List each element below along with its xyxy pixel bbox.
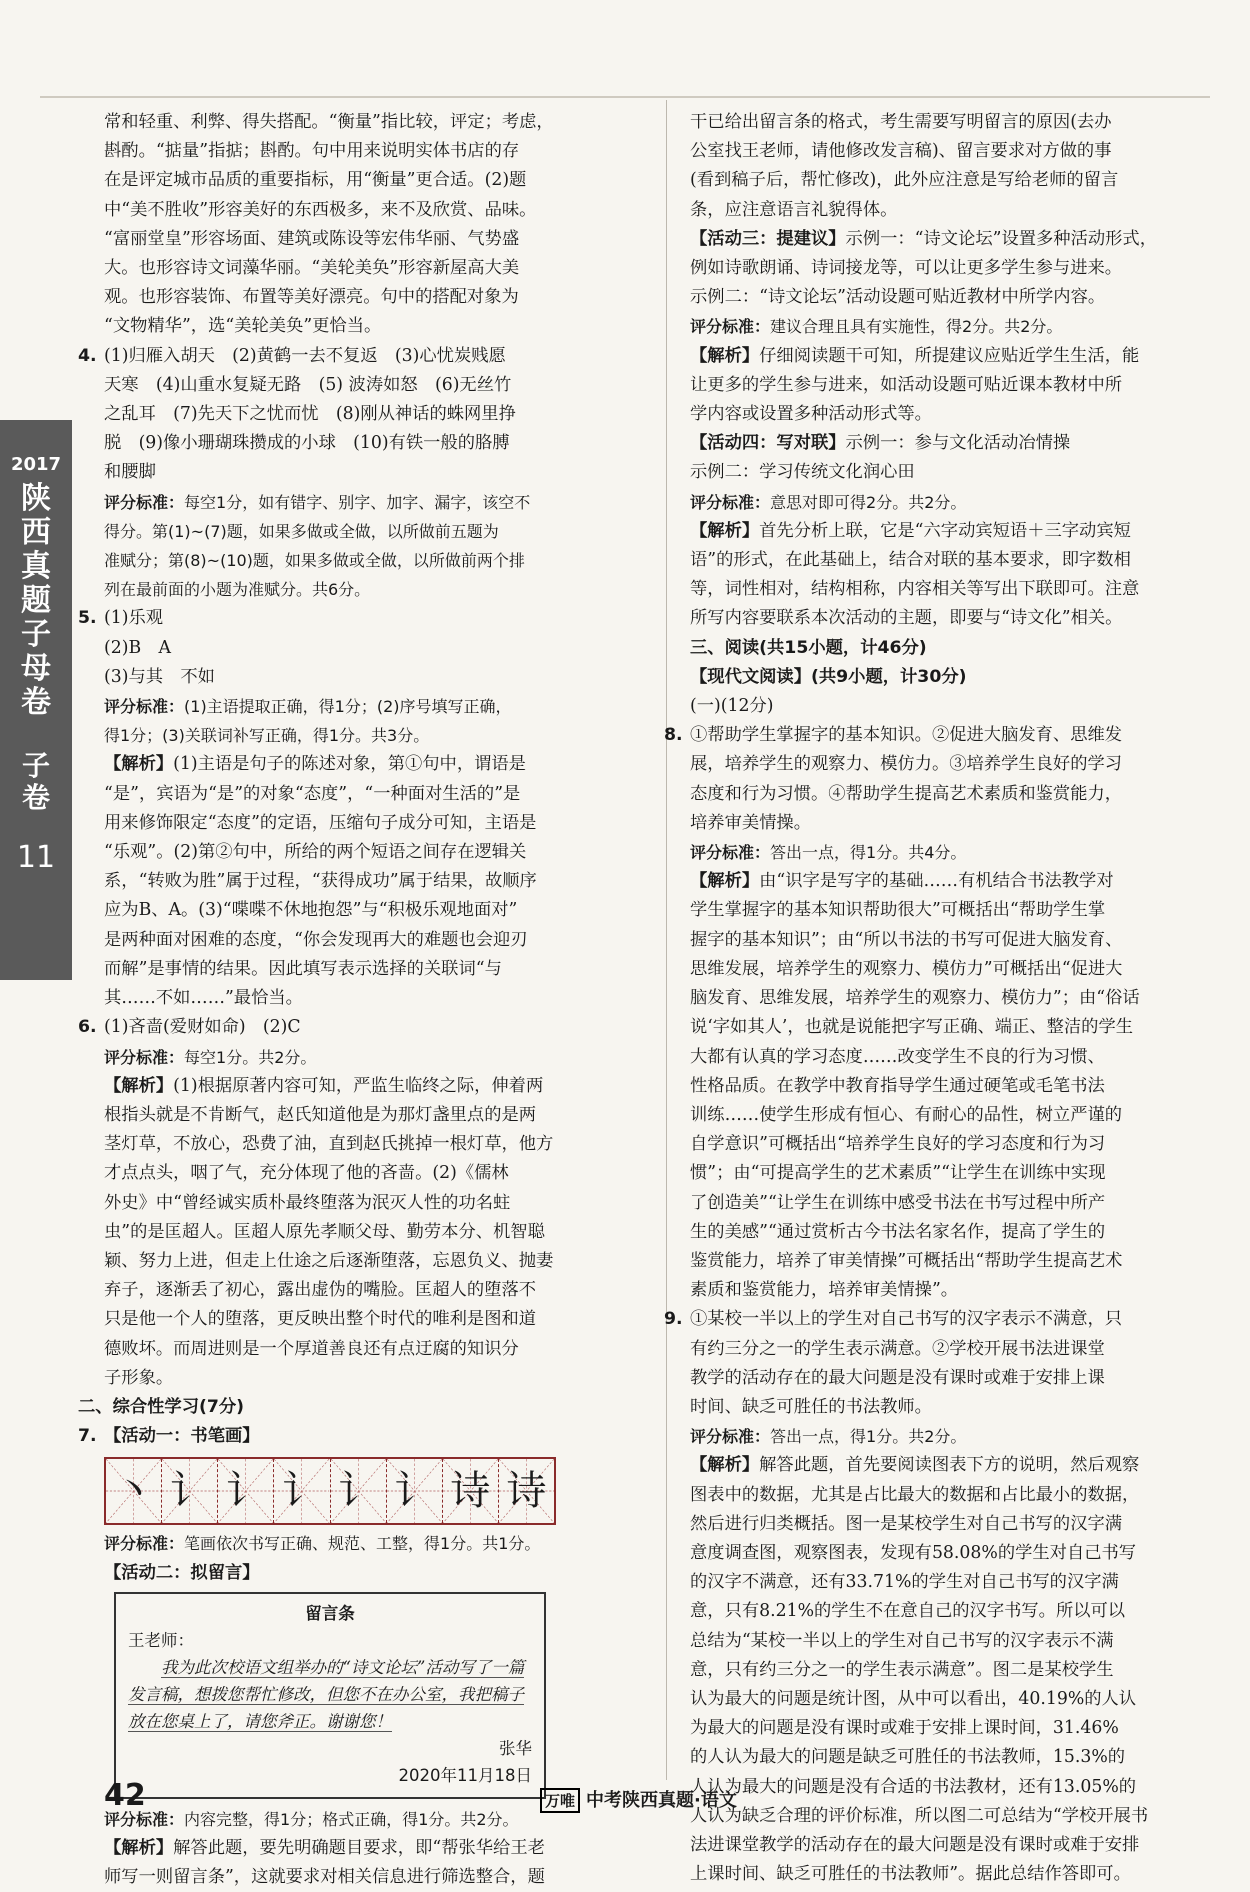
stroke-cell — [274, 1459, 330, 1523]
score-line: 准赋分；第(8)~(10)题，如果多做或全做，以所做前两个排 — [104, 551, 525, 571]
modern-reading-title: 【现代文阅读】(共9小题，计30分) — [690, 666, 967, 687]
side-sub-num: 11 — [16, 840, 56, 875]
text-line: 茎灯草，不放心，恐费了油，直到赵氏挑掉一根灯草，他方 — [104, 1134, 554, 1155]
score-standard: 评分标准：答出一点，得1分。共2分。 — [690, 1427, 967, 1447]
text-line: (3)与其 不如 — [104, 666, 215, 687]
text-line: 其……不如……”最恰当。 — [104, 988, 303, 1009]
text-line: 弃子，逐渐丢了初心，露出虚伪的嘴脸。匡超人的堕落不 — [104, 1280, 537, 1301]
section-2-title: 二、综合性学习(7分) — [78, 1396, 245, 1417]
score-standard: 评分标准：意思对即可得2分。共2分。 — [690, 492, 967, 512]
page-number: 42 — [104, 1778, 146, 1813]
note-signature: 张华 — [499, 1738, 532, 1758]
question-5 — [78, 604, 644, 1013]
stroke-cell — [387, 1459, 443, 1523]
text-line: 图表中的数据，尤其是占比最大的数据和占比最小的数据， — [690, 1484, 1140, 1505]
text-line: 鉴赏能力，培养了审美情操”可概括出“帮助学生提高艺术 — [690, 1250, 1123, 1271]
text-line: 干已给出留言条的格式，考生需要写明留言的原因(去办 — [690, 112, 1112, 132]
text-line: 天寒 (4)山重水复疑无路 (5) 波涛如怒 (6)无丝竹 — [104, 374, 512, 395]
text-line: 颖、努力上进，但走上仕途之后逐渐堕落，忘恩负义、抛妻 — [104, 1250, 554, 1271]
q4-line — [78, 342, 644, 371]
text-line: (看到稿子后，帮忙修改)，此外应注意是写给老师的留言 — [690, 170, 1119, 191]
stroke-cell — [162, 1459, 218, 1523]
stroke-cell — [106, 1459, 162, 1523]
left-column — [78, 108, 644, 1892]
text-line: 之乱耳 (7)先天下之忧而忧 (8)刚从神话的蛛网里挣 — [104, 404, 516, 425]
text-line: 生的美感”“通过赏析古今书法名家名作，提高了学生的 — [690, 1221, 1106, 1242]
text-line: 法进课堂教学的活动存在的最大问题是没有课时或难于安排 — [690, 1834, 1140, 1855]
text-line: (2)B A — [104, 637, 171, 658]
text-line: 自学意识”可概括出“培养学生良好的学习态度和行为习 — [690, 1134, 1106, 1155]
stroke-char: 讠 — [225, 1467, 266, 1514]
text-line: 系，“转败为胜”属于过程，“获得成功”属于结果，故顺序 — [104, 871, 537, 892]
text-line: 思维发展，培养学生的观察力、模仿力”可概括出“促进大 — [690, 958, 1123, 979]
question-number: 5. — [78, 608, 97, 629]
text-line: 然后进行归类概括。图一是某校学生对自己书写的汉字满 — [690, 1513, 1123, 1534]
note-salutation: 王老师： — [128, 1630, 194, 1650]
text-line: 总结为“某校一半以上的学生对自己书写的汉字表示不满 — [690, 1630, 1114, 1651]
text-line: 意，只有约三分之一的学生表示满意”。图二是某校学生 — [690, 1659, 1114, 1680]
score-line: 得1分；(3)关联词补写正确，得1分。共3分。 — [104, 726, 430, 746]
text-line: 根指头就是不肯断气，赵氏知道他是为那灯盏里点的是两 — [104, 1104, 537, 1125]
text-line: 公室找王老师，请他修改发言稿)、留言要求对方做的事 — [690, 141, 1112, 162]
text-line: 为最大的问题是没有课时或难于安排上课时间，31.46% — [690, 1718, 1119, 1739]
score-standard: 评分标准：每空1分。共2分。 — [104, 1047, 317, 1067]
text-line: 德败坏。而周进则是一个厚道善良还有点迂腐的知识分 — [104, 1338, 519, 1359]
text-line: 握字的基本知识”；由“所以书法的书写可促进大脑发育、 — [690, 929, 1123, 950]
stroke-cell — [218, 1459, 274, 1523]
text-line: “乐观”。(2)第②句中，所给的两个短语之间存在逻辑关 — [104, 842, 527, 863]
stroke-cell — [443, 1459, 499, 1523]
question-6 — [78, 1013, 644, 1393]
text-line: “文物精华”，选“美轮美奂”更恰当。 — [104, 316, 382, 337]
text-line: 意度调查图，观察图表，发现有58.08%的学生对自己书写 — [690, 1542, 1137, 1563]
score-line: 列在最前面的小题为准赋分。共6分。 — [104, 580, 371, 600]
text-line: 上课时间、缺乏可胜任的书法教师”。据此总结作答即可。 — [690, 1864, 1131, 1885]
page-footer — [0, 1778, 1250, 1838]
text-line: 的人认为最大的问题是缺乏可胜任的书法教师，15.3%的 — [690, 1747, 1126, 1768]
footer-title: 万唯 中考陕西真题·语文 — [540, 1786, 737, 1813]
text-line: 中“美不胜收”形容美好的东西极多，来不及欣赏、品味。 — [104, 199, 537, 220]
text-line: 示例二：学习传统文化润心田 — [690, 462, 915, 483]
stroke-grid — [104, 1457, 556, 1525]
text-line: 所写内容要联系本次活动的主题，即要与“诗文化”相关。 — [690, 608, 1123, 629]
text-line: 才点点头，咽了气，充分体现了他的吝啬。(2)《儒林 — [104, 1163, 509, 1184]
text-line: “富丽堂皇”形容场面、建筑或陈设等宏伟华丽、气势盛 — [104, 228, 520, 249]
analysis-line: 【解析】(1)根据原著内容可知，严监生临终之际，伸着两 — [104, 1075, 544, 1096]
message-note — [114, 1592, 546, 1799]
score-standard: 评分标准：内容完整，得1分；格式正确，得1分。共2分。 — [104, 1809, 519, 1829]
text-line: 大都有认真的学习态度……改变学生不良的行为习惯、 — [690, 1046, 1105, 1067]
stroke-char: 讠 — [338, 1467, 379, 1514]
top-rule — [40, 96, 1210, 98]
text-line: 等，词性相对，结构相称，内容相关等写出下联即可。注意 — [690, 579, 1140, 600]
text-line: 在是评定城市品质的重要指标，用“衡量”更合适。(2)题 — [104, 170, 527, 191]
text-line: 常和轻重、利弊、得失搭配。“衡量”指比较，评定；考虑， — [104, 112, 554, 132]
question-number: 6. — [78, 1017, 97, 1038]
text-line: 只是他一个人的堕落，更反映出整个时代的唯利是图和道 — [104, 1309, 537, 1330]
right-column — [664, 108, 1198, 1889]
text-line: 人认为缺乏合理的评价标准，所以图二可总结为“学校开展书 — [690, 1805, 1149, 1826]
text-line: 了创造美”“让学生在训练中感受书法在书写过程中所产 — [690, 1192, 1106, 1213]
side-sub: 子 卷 — [21, 749, 50, 814]
text-line: 训练……使学生形成有恒心、有耐心的品性，树立严谨的 — [690, 1104, 1123, 1125]
q6-line: 6. (1)吝啬(爱财如命) (2)C — [78, 1013, 644, 1042]
analysis-line: 【解析】解答此题，要先明确题目要求，即“帮张华给王老 — [104, 1837, 545, 1858]
note-title: 留言条 — [305, 1603, 355, 1623]
text-line: 说‘字如其人’，也就是说能把字写正确、端正、整洁的学生 — [690, 1017, 1134, 1038]
question-number: 8. — [664, 725, 683, 746]
text-line: 让更多的学生参与进来，如活动设题可贴近课本教材中所 — [690, 374, 1123, 395]
text-line: 时间、缺乏可胜任的书法教师。 — [690, 1396, 932, 1417]
text-line: 展，培养学生的观察力、模仿力。③培养学生良好的学习 — [690, 754, 1123, 775]
activity-4: 【活动四：写对联】示例一：参与文化活动冶情操 — [690, 433, 1071, 454]
brand-logo: 万唯 — [540, 1788, 580, 1813]
analysis-line: 【解析】仔细阅读题干可知，所提建议应贴近学生生活，能 — [690, 345, 1140, 366]
score-line: 得分。第(1)~(7)题，如果多做或全做，以所做前五题为 — [104, 521, 499, 541]
activity-3: 【活动三：提建议】示例一：“诗文论坛”设置多种活动形式， — [690, 228, 1157, 249]
text-line: 子形象。 — [104, 1367, 174, 1388]
analysis-line: 【解析】由“识字是写字的基础……有机结合书法教学对 — [690, 871, 1114, 892]
text-line: 有约三分之一的学生表示满意。②学校开展书法进课堂 — [690, 1338, 1105, 1359]
question-8 — [664, 721, 1198, 1305]
part-1-title: (一)(12分) — [690, 696, 774, 717]
text-line: 条，应注意语言礼貌得体。 — [690, 199, 898, 220]
text-line: 斟酌。“掂量”指掂；斟酌。句中用来说明实体书店的存 — [104, 141, 520, 162]
score-standard: 评分标准：答出一点，得1分。共4分。 — [690, 843, 967, 863]
text-line: 的汉字不满意，还有33.71%的学生对自己书写的汉字满 — [690, 1572, 1119, 1593]
text-line: 大。也形容诗文词藻华丽。“美轮美奂”形容新屋高大美 — [104, 258, 520, 279]
text-line: 是两种面对困难的态度，“你会发现再大的难题也会迎刃 — [104, 929, 528, 950]
section-3-title: 三、阅读(共15小题，计46分) — [690, 637, 927, 658]
text-line: “是”，宾语为“是”的对象“态度”，“一种面对生活的”是 — [104, 783, 521, 804]
q3-continued — [104, 108, 644, 342]
q9-line: 9. ①某校一半以上的学生对自己书写的汉字表示不满意，只 — [664, 1305, 1198, 1334]
stroke-char: 诗 — [506, 1467, 547, 1514]
question-number: 4. — [78, 345, 97, 366]
q5-line: 5. (1)乐观 — [78, 604, 644, 633]
score-standard: 评分标准：每空1分，如有错字、别字、加字、漏字，该空不 — [104, 492, 531, 512]
question-number: 9. — [664, 1309, 683, 1330]
text-line: 教学的活动存在的最大问题是没有课时或难于安排上课 — [690, 1367, 1105, 1388]
text-line: 观。也形容装饰、布置等美好漂亮。句中的搭配对象为 — [104, 287, 519, 308]
column-divider — [666, 100, 667, 1780]
note-date: 2020年11月18日 — [398, 1765, 532, 1785]
text-line: 脑发育、思维发展，培养学生的观察力、模仿力”；由“俗话 — [690, 988, 1140, 1009]
text-line: 认为最大的问题是统计图，从中可以看出，40.19%的人认 — [690, 1688, 1137, 1709]
text-line: 态度和行为习惯。④帮助学生提高艺术素质和鉴赏能力， — [690, 783, 1123, 804]
side-tab — [0, 420, 72, 980]
text-line: 素质和鉴赏能力，培养审美情操”。 — [690, 1280, 959, 1301]
score-standard: 评分标准：建议合理且具有实施性，得2分。共2分。 — [690, 317, 1063, 337]
text-line: 性格品质。在教学中教育指导学生通过硬笔或毛笔书法 — [690, 1075, 1105, 1096]
text-line: 语”的形式，在此基础上，结合对联的基本要求，即字数相 — [690, 550, 1131, 571]
text-line: 师写一则留言条”，这就要求对相关信息进行筛选整合，题 — [104, 1867, 545, 1888]
text-line: 用来修饰限定“态度”的定语，压缩句子成分可知，主语是 — [104, 812, 537, 833]
text-line: 虫”的是匡超人。匡超人原先孝顺父母、勤劳本分、机智聪 — [104, 1221, 545, 1242]
question-4 — [78, 342, 644, 605]
text-line: 外史》中“曾经诚实质朴最终堕落为泯灭人性的功名蛀 — [104, 1192, 511, 1213]
stroke-cell — [331, 1459, 387, 1523]
text-line: 意，只有8.21%的学生不在意自己的汉字书写。所以可以 — [690, 1601, 1126, 1622]
answer-text: (1)归雁入胡天 (2)黄鹤一去不复返 (3)心忧炭贱愿 — [104, 345, 506, 366]
text-line: 培养审美情操。 — [690, 812, 811, 833]
stroke-char: 讠 — [394, 1467, 435, 1514]
text-line: 惯”；由“可提高学生的艺术素质”“让学生在训练中实现 — [690, 1163, 1106, 1184]
text-line: 应为B、A。(3)“喋喋不休地抱怨”与“积极乐观地面对” — [104, 900, 518, 921]
analysis-line: 【解析】(1)主语是句子的陈述对象，第①句中，谓语是 — [104, 754, 526, 775]
analysis-line: 【解析】解答此题，首先要阅读图表下方的说明，然后观察 — [690, 1455, 1140, 1476]
text-line: 示例二：“诗文论坛”活动设题可贴近教材中所学内容。 — [690, 287, 1106, 308]
score-standard: 评分标准：笔画依次书写正确、规范、工整，得1分。共1分。 — [104, 1534, 541, 1554]
q7-line: 7. 【活动一：书笔画】 — [78, 1422, 644, 1451]
stroke-cell — [499, 1459, 554, 1523]
text-line: 脱 (9)像小珊瑚珠攒成的小球 (10)有铁一般的胳膊 — [104, 433, 510, 454]
stroke-char: 诗 — [450, 1467, 491, 1514]
text-line: 学生掌握字的基本知识帮助很大”可概括出“帮助学生掌 — [690, 900, 1106, 921]
stroke-char: 讠 — [281, 1467, 322, 1514]
q8-line: 8. ①帮助学生掌握字的基本知识。②促进大脑发育、思维发 — [664, 721, 1198, 750]
side-name: 陕 西 真 题 子 母 卷 — [21, 481, 51, 720]
score-standard: 评分标准：(1)主语提取正确，得1分；(2)序号填写正确， — [104, 697, 512, 717]
activity-2-title: 【活动二：拟留言】 — [104, 1562, 260, 1583]
text-line: 而解”是事情的结果。因此填写表示选择的关联词“与 — [104, 958, 502, 979]
text-line: 学内容或设置多种活动形式等。 — [690, 404, 932, 425]
stroke-char: 丶 — [113, 1467, 154, 1514]
text-line: 和腰脚 — [104, 462, 156, 483]
analysis-line: 【解析】首先分析上联，它是“六字动宾短语＋三字动宾短 — [690, 520, 1131, 541]
stroke-char: 讠 — [169, 1467, 210, 1514]
text-line: 人认为最大的问题是没有合适的书法教材，还有13.05%的 — [690, 1776, 1137, 1797]
side-year: 2017 — [10, 454, 62, 475]
note-body: 我为此次校语文组举办的“诗文论坛”活动写了一篇发言稿，想拨您帮忙修改，但您不在办公室，我把稿子放在您桌上了，请您斧正。谢谢您！ — [128, 1657, 525, 1731]
question-number: 7. — [78, 1426, 97, 1447]
text-line: 例如诗歌朗诵、诗词接龙等，可以让更多学生参与进来。 — [690, 258, 1123, 279]
